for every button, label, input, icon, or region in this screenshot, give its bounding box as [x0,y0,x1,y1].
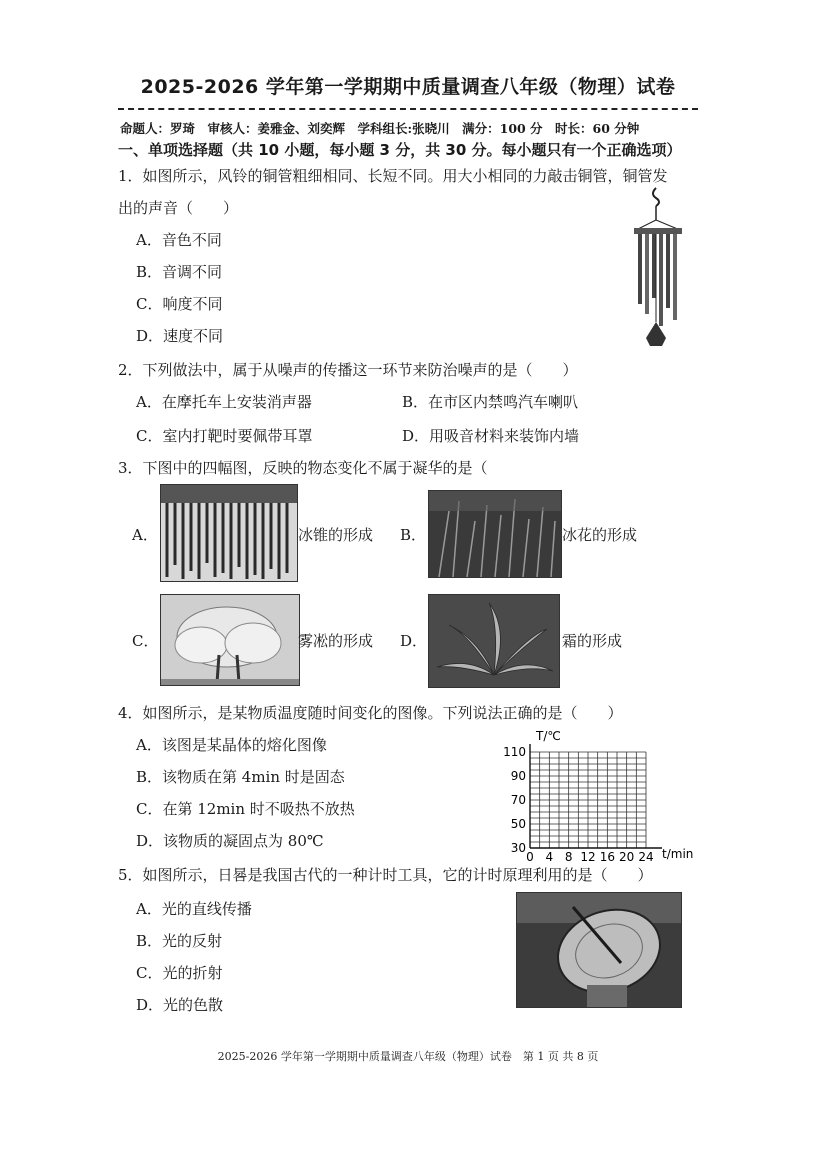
q1-stem-line1: 1．如图所示，风铃的铜管粗细相同、长短不同。用大小相同的力敲击铜管，铜管发 [118,167,668,185]
q2-option-a: A．在摩托车上安装消声器 [136,393,312,411]
x-axis-label: t/min [662,847,694,861]
icicle-photo [160,484,298,582]
x-tick-label: 16 [599,850,615,864]
q2-option-b: B．在市区内禁鸣汽车喇叭 [402,393,579,411]
x-tick-label: 12 [580,850,596,864]
q3-stem: 3．下图中的四幅图，反映的物态变化不属于凝华的是（ [118,459,488,477]
x-tick-label: 4 [545,850,554,864]
q5-option-b: B．光的反射 [136,932,223,950]
q4-option-a: A．该图是某晶体的熔化图像 [136,736,327,754]
x-tick-label: 24 [638,850,654,864]
q3-caption-c: 雾凇的形成 [298,632,374,650]
q5-option-d: D．光的色散 [136,996,224,1014]
chart-axes [530,744,662,848]
page-footer: 2025-2026 学年第一学期期中质量调查八年级（物理）试卷 第 1 页 共 8 页 [217,1050,599,1063]
q1-option-a: A．音色不同 [136,231,222,249]
q1-option-c: C．响度不同 [136,295,223,313]
x-tick-label: 20 [619,850,635,864]
wind-chime-figure [628,186,688,348]
q2-option-d: D．用吸音材料来装饰内墙 [402,427,580,445]
ice-flower-photo [428,490,562,578]
q1-stem-line2: 出的声音（ ） [118,199,239,217]
y-axis-label: T/℃ [536,729,561,743]
y-tick-label: 110 [503,745,526,759]
q5-stem: 5．如图所示，日晷是我国古代的一种计时工具，它的计时原理利用的是（ ） [118,866,653,884]
section-heading: 一、单项选择题（共 10 小题，每小题 3 分，共 30 分。每小题只有一个正确选项） [118,141,682,159]
frost-photo [428,594,560,688]
q1-option-d: D．速度不同 [136,327,224,345]
q5-option-c: C．光的折射 [136,964,223,982]
exam-title: 2025-2026 学年第一学期期中质量调查八年级（物理）试卷 [140,76,676,98]
q4-option-c: C．在第 12min 时不吸热不放热 [136,800,355,818]
q3-caption-a: 冰锥的形成 [298,526,374,544]
chart-grid [530,752,646,848]
x-tick-label: 8 [564,850,573,864]
q2-option-c: C．室内打靶时要佩带耳罩 [136,427,313,445]
q5-option-a: A．光的直线传播 [136,900,252,918]
q4-option-d: D．该物质的凝固点为 80℃ [136,832,324,850]
x-tick-label: 0 [526,850,534,864]
rime-photo [160,594,300,686]
q3-label-b: B． [400,526,427,544]
q4-stem: 4．如图所示，是某物质温度随时间变化的图像。下列说法正确的是（ ） [118,704,623,722]
y-tick-label: 50 [510,817,526,831]
y-tick-label: 90 [510,769,526,783]
temperature-time-chart [496,728,694,864]
y-tick-label: 70 [510,793,526,807]
q2-stem: 2．下列做法中，属于从噪声的传播这一环节来防治噪声的是（ ） [118,361,578,379]
exam-meta: 命题人：罗琦 审核人：姜雅金、刘奕辉 学科组长:张晓川 满分：100 分 时长：60 分钟 [120,121,640,136]
q3-caption-d: 霜的形成 [562,632,623,650]
q4-option-b: B．该物质在第 4min 时是固态 [136,768,345,786]
y-tick-label: 30 [510,841,526,855]
header-divider [118,108,698,110]
q3-caption-b: 冰花的形成 [562,526,638,544]
q3-label-c: C． [132,632,159,650]
q1-option-b: B．音调不同 [136,263,223,281]
sundial-photo [516,892,682,1008]
q3-label-d: D． [400,632,428,650]
q3-label-a: A． [132,526,158,544]
